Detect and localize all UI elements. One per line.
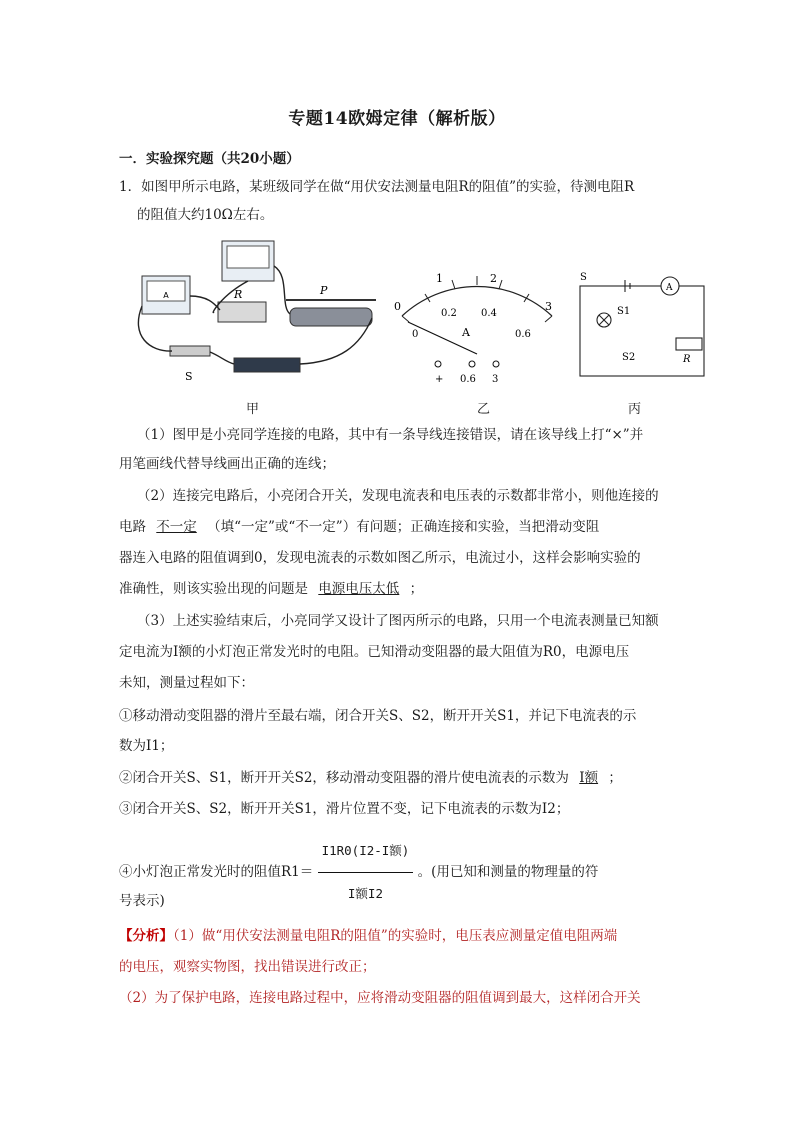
sub3-line2: 定电流为I额的小灯泡正常发光时的电阻。已知滑动变阻器的最大阻值为R0，电源电压: [119, 644, 630, 660]
switch-label: S: [185, 370, 193, 383]
caption-jia: 甲: [246, 402, 260, 417]
figures-svg: [130, 236, 710, 396]
section-heading: 一．实验探究题（共20小题）: [119, 151, 300, 167]
sub1-line2: 用笔画线代替导线画出正确的连线；: [119, 456, 335, 472]
step2-line: [119, 768, 679, 788]
analysis-text-1: （1）做“用伏安法测量电阻R的阻值”的实验时，电压表应测量定值电阻两端: [173, 928, 618, 944]
fraction-denominator: I额I2: [347, 886, 383, 901]
question-stem-line1: 1．如图甲所示电路，某班级同学在做“用伏安法测量电阻R的阻值”的实验，待测电阻R: [119, 179, 635, 195]
step2-suffix: ；: [608, 770, 622, 786]
sub2-d-prefix: 准确性，则该实验出现的问题是: [119, 581, 308, 597]
step3-line: ③闭合开关S、S2，断开开关S1，滑片位置不变，记下电流表的示数为I2；: [119, 801, 570, 817]
analysis-line1: [119, 926, 679, 946]
scale-inner-2: 0.4: [481, 308, 497, 319]
answer-1: 不一定: [156, 519, 197, 535]
step4-suffix: 。(用已知和测量的物理量的符: [417, 864, 599, 880]
switch-s-label: S: [580, 272, 587, 283]
rheostat: [290, 308, 372, 326]
figure-area: [130, 236, 710, 416]
figure-yi-meter: [394, 272, 552, 385]
sub3-line3: 未知，测量过程如下：: [119, 675, 254, 691]
terminal-plus: +: [435, 374, 444, 385]
sub1-line1: （1）图甲是小亮同学连接的电路，其中有一条导线连接错误，请在该导线上打“×”并: [137, 427, 644, 443]
scale-inner-end: 0.6: [515, 329, 531, 340]
scale-left: 0: [394, 300, 401, 313]
sub2-line3: 器连入电路的阻值调到0，发现电流表的示数如图乙所示，电流过小，这样会影响实验的: [119, 550, 641, 566]
fraction-numerator: I1R0(I2-I额): [318, 832, 414, 873]
answer-2: 电源电压太低: [318, 581, 400, 597]
battery: [234, 358, 300, 372]
answer-3: I额: [579, 770, 599, 786]
slider-label: P: [320, 284, 328, 297]
sub2-line4: [119, 579, 679, 599]
sub2-line1: （2）连接完电路后，小亮闭合开关，发现电流表和电压表的示数都非常小，则他连接的: [137, 488, 659, 504]
figure-jia-apparatus: [138, 241, 376, 383]
sub2-prefix: 电路: [119, 519, 146, 535]
switch-s1-label: S1: [617, 306, 631, 317]
step4-prefix: ④小灯泡正常发光时的阻值R1＝: [119, 864, 314, 880]
sub3-line1: （3）上述实验结束后，小亮同学又设计了图丙所示的电路，只用一个电流表测量已知额: [137, 613, 659, 629]
sub2-line2: [119, 517, 679, 537]
caption-bing: 丙: [628, 402, 642, 417]
rheostat-r-label: R: [683, 354, 691, 365]
ammeter-a-label: A: [666, 283, 673, 293]
question-stem-line2: 的阻值大约10Ω左右。: [137, 207, 274, 223]
switch-s2-label: S2: [622, 352, 636, 363]
terminal-3: 3: [492, 374, 499, 385]
sub2-suffix: （填“一定”或“不一定”）有问题；正确连接和实验，当把滑动变阻: [207, 519, 600, 535]
ammeter-unit: A: [163, 291, 169, 300]
scale-right: 3: [545, 300, 552, 313]
resistor-r: [218, 302, 266, 322]
step4-line2: 号表示): [119, 893, 165, 909]
step1-line1: ①移动滑动变阻器的滑片至最右端，闭合开关S、S2，断开开关S1，并记下电流表的示: [119, 708, 637, 724]
resistor-label: R: [234, 288, 243, 301]
scale-top-2: 2: [490, 272, 497, 285]
step1-line2: 数为I1；: [119, 738, 174, 754]
scale-inner-1: 0.2: [441, 308, 457, 319]
caption-yi: 乙: [477, 402, 491, 417]
terminal-06: 0.6: [460, 374, 476, 385]
scale-inner-zero: 0: [412, 329, 419, 340]
page-title: 专题14欧姆定律（解析版）: [288, 109, 506, 129]
switch-s: [170, 346, 210, 356]
sub2-d-suffix: ；: [409, 581, 424, 597]
analysis-tag: 【分析】: [119, 928, 173, 944]
step2-prefix: ②闭合开关S、S1，断开开关S2，移动滑动变阻器的滑片使电流表的示数为: [119, 770, 569, 786]
scale-top-1: 1: [436, 272, 443, 285]
analysis-line2: 的电压，观察实物图，找出错误进行改正；: [119, 959, 376, 975]
meter-unit-a: A: [462, 326, 470, 339]
analysis-line3: （2）为了保护电路，连接电路过程中，应将滑动变阻器的阻值调到最大，这样闭合开关: [119, 990, 641, 1006]
